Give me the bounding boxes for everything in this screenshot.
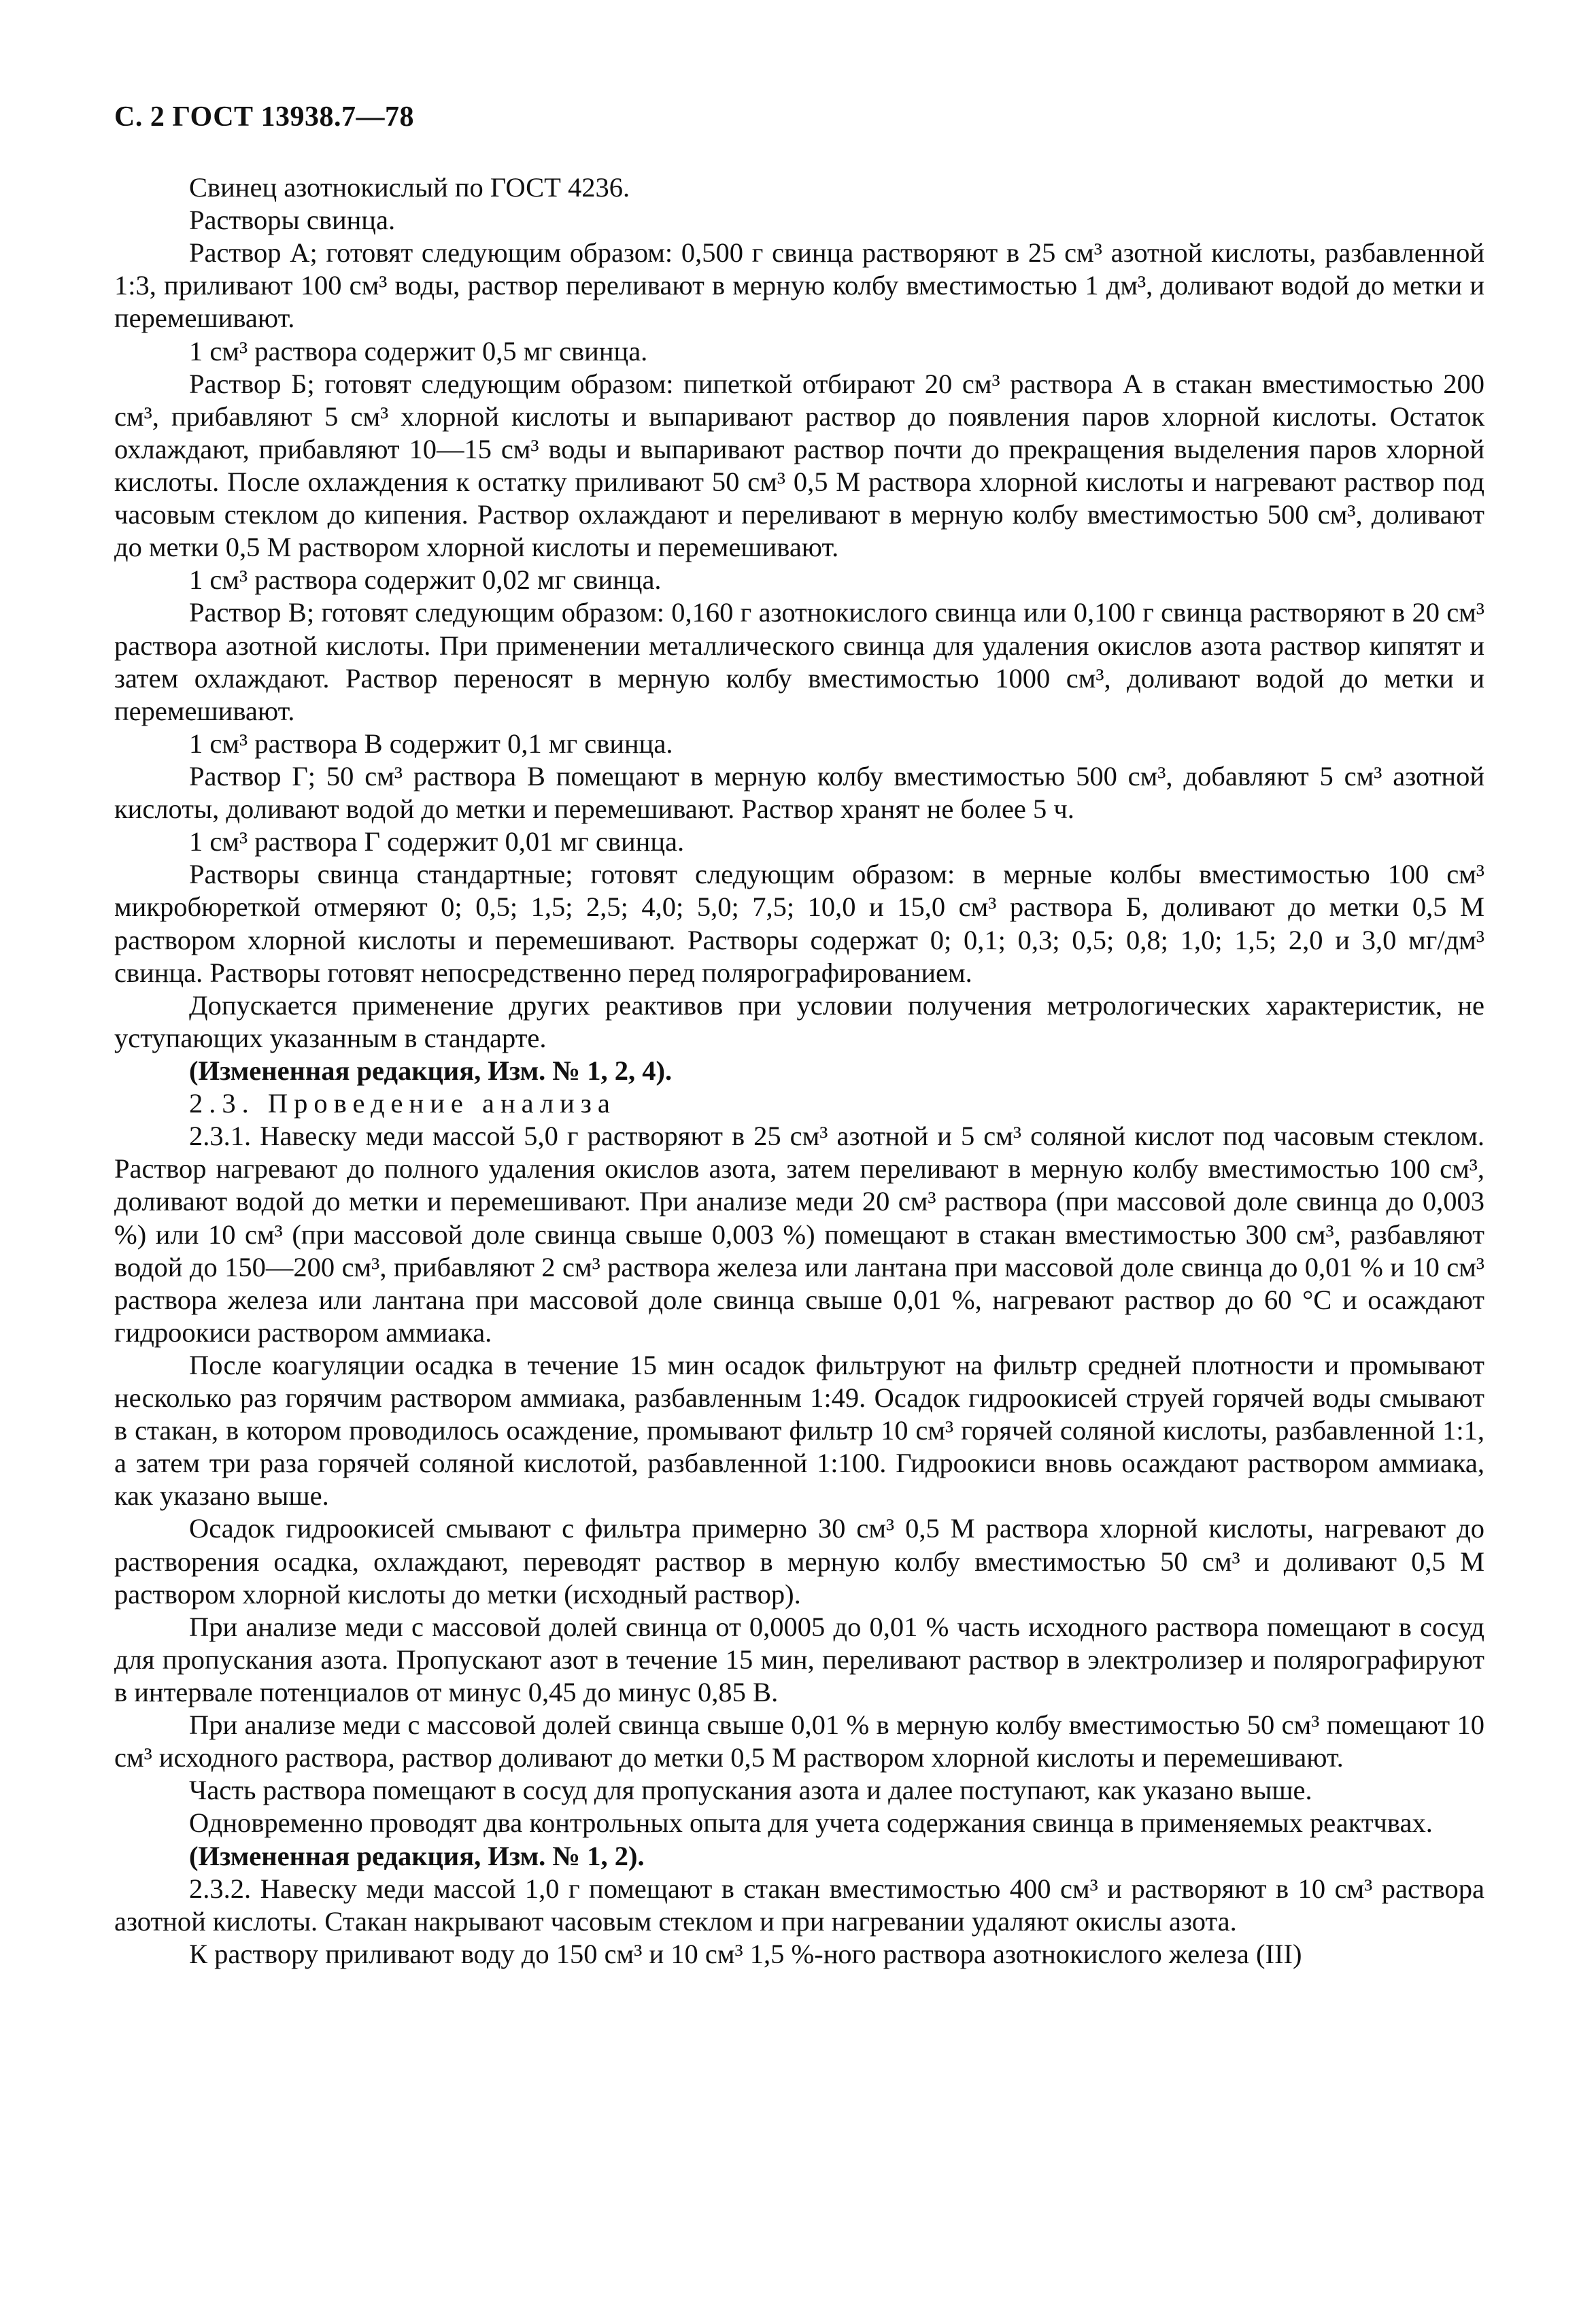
paragraph: Допускается применение других реактивов при условии получения метрологических характеристик, не уступающих указанным в стандарте.	[114, 989, 1484, 1053]
paragraph: (Измененная редакция, Изм. № 1, 2).	[189, 1840, 645, 1871]
paragraph: Одновременно проводят два контрольных опыта для учета содержания свинца в применяемых реактчвах.	[189, 1807, 1433, 1839]
paragraph: При анализе меди с массовой долей свинца свыше 0,01 % в мерную колбу вместимостью 50 см³ помещают 10 см³ исходного раствора, раствор доливают до метки 0,5 М раствором хлорной кислоты и перемешивают.	[114, 1709, 1484, 1773]
page-header: С. 2 ГОСТ 13938.7—78	[114, 101, 415, 133]
paragraph: Осадок гидроокисей смывают с фильтра примерно 30 см³ 0,5 М раствора хлорной кислоты, нагревают до растворения осадка, охлаждают, переводят раствор в мерную колбу вместимостью 50 см³ и доливают 0,5 М раствором хлорной кислоты до метки (исходный раствор).	[114, 1513, 1484, 1610]
paragraph: 2.3.1. Навеску меди массой 5,0 г растворяют в 25 см³ азотной и 5 см³ соляной кислот под часовым стеклом. Раствор нагревают до полного удаления окислов азота, затем переливают в мерную колбу вместимостью 100 см³, доливают водой до метки и перемешивают. При анализе меди 20 см³ раствора (при массовой доле свинца до 0,003 %) или 10 см³ (при массовой доле свинца свыше 0,003 %) помещают в стакан вместимостью 300 см³, разбавляют водой до 150—200 см³, прибавляют 2 см³ раствора железа или лантана при массовой доле свинца до 0,01 % и 10 см³ раствора железа или лантана при массовой доле свинца свыше 0,01 %, нагревают раствор до 60 °С и осаждают гидроокиси раствором аммиака.	[114, 1121, 1484, 1348]
paragraph: К раствору приливают воду до 150 см³ и 10 см³ 1,5 %-ного раствора азотнокислого железа (III)	[189, 1938, 1302, 1969]
paragraph: Раствор Г; 50 см³ раствора В помещают в мерную колбу вместимостью 500 см³, добавляют 5 см³ азотной кислоты, доливают водой до метки и перемешивают. Раствор хранят не более 5 ч.	[114, 760, 1484, 825]
paragraph: 1 см³ раствора содержит 0,5 мг свинца.	[189, 335, 648, 367]
paragraph: Раствор А; готовят следующим образом: 0,500 г свинца растворяют в 25 см³ азотной кислоты, разбавленной 1:3, приливают 100 см³ воды, раствор переливают в мерную колбу вместимостью 1 дм³, доливают водой до метки и перемешивают.	[114, 237, 1484, 334]
paragraph: Раствор В; готовят следующим образом: 0,160 г азотнокислого свинца или 0,100 г свинца растворяют в 20 см³ раствора азотной кислоты. При применении металлического свинца для удаления окислов азота раствор кипятят и затем охлаждают. Раствор переносят в мерную колбу вместимостью 1000 см³, доливают водой до метки и перемешивают.	[114, 597, 1484, 726]
paragraph: 1 см³ раствора Г содержит 0,01 мг свинца.	[189, 826, 685, 857]
paragraph: Свинец азотнокислый по ГОСТ 4236.	[189, 172, 630, 203]
paragraph: 1 см³ раствора В содержит 0,1 мг свинца.	[189, 728, 673, 759]
paragraph: Растворы свинца стандартные; готовят следующим образом: в мерные колбы вместимостью 100 см³ микробюреткой отмеряют 0; 0,5; 1,5; 2,5; 4,0; 5,0; 7,5; 10,0 и 15,0 см³ раствора Б, доливают до метки 0,5 М раствором хлорной кислоты и перемешивают. Растворы содержат 0; 0,1; 0,3; 0,5; 0,8; 1,0; 1,5; 2,0 и 3,0 мг/дм³ свинца. Растворы готовят непосредственно перед полярографированием.	[114, 859, 1484, 988]
paragraph: Раствор Б; готовят следующим образом: пипеткой отбирают 20 см³ раствора А в стакан вместимостью 200 см³, прибавляют 5 см³ хлорной кислоты и выпаривают раствор до появления паров хлорной кислоты. Остаток охлаждают, прибавляют 10—15 см³ воды и выпаривают раствор почти до прекращения выделения паров хлорной кислоты. После охлаждения к остатку приливают 50 см³ 0,5 М раствора хлорной кислоты и нагревают раствор под часовым стеклом до кипения. Раствор охлаждают и переливают в мерную колбу вместимостью 500 см³, доливают до метки 0,5 М раствором хлорной кислоты и перемешивают.	[114, 368, 1484, 563]
paragraph: (Измененная редакция, Изм. № 1, 2, 4).	[189, 1055, 673, 1086]
paragraph: 2.3.2. Навеску меди массой 1,0 г помещают в стакан вместимостью 400 см³ и растворяют в 10 см³ раствора азотной кислоты. Стакан накрывают часовым стеклом и при нагревании удаляют окислы азота.	[114, 1873, 1484, 1937]
paragraph: После коагуляции осадка в течение 15 мин осадок фильтруют на фильтр средней плотности и промывают несколько раз горячим раствором аммиака, разбавленным 1:49. Осадок гидроокисей струей горячей воды смывают в стакан, в котором проводилось осаждение, промывают фильтр 10 см³ горячей соляной кислоты, разбавленной 1:1, а затем три раза горячей соляной кислотой, разбавленной 1:100. Гидроокиси вновь осаждают раствором аммиака, как указано выше.	[114, 1349, 1484, 1512]
document-body	[114, 171, 1484, 1971]
paragraph: При анализе меди с массовой долей свинца от 0,0005 до 0,01 % часть исходного раствора помещают в сосуд для пропускания азота. Пропускают азот в течение 15 мин, переливают раствор в электролизер и полярографируют в интервале потенциалов от минус 0,45 до минус 0,85 В.	[114, 1611, 1484, 1708]
paragraph: Часть раствора помещают в сосуд для пропускания азота и далее поступают, как указано выше.	[189, 1775, 1312, 1806]
paragraph: Растворы свинца.	[189, 205, 396, 236]
paragraph: 2.3. Проведение анализа	[189, 1088, 616, 1119]
paragraph: 1 см³ раствора содержит 0,02 мг свинца.	[189, 564, 662, 596]
